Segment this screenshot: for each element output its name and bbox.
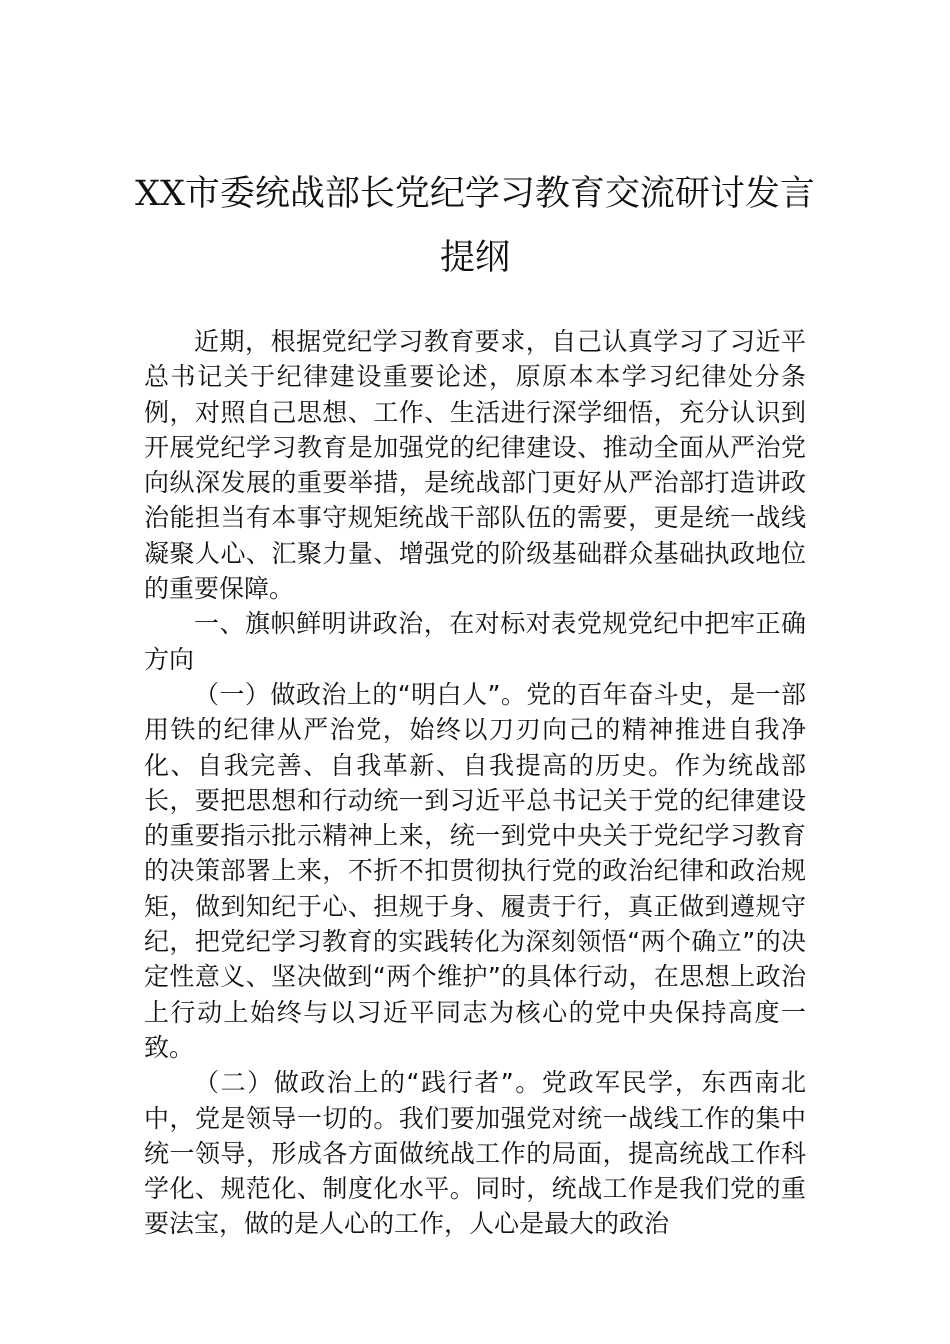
paragraph-1-2: （二）做政治上的“践行者”。党政军民学，东西南北中，党是领导一切的。我们要加强党对统一战线工作的集中统一领导，形成各方面做统战工作的局面，提高统战工作科学化、规范化、制度化水平。同时，统战工作是我们党的重要法宝，做的是人心的工作，人心是最大的政治 — [144, 1068, 806, 1239]
paragraph-intro: 近期，根据党纪学习教育要求，自己认真学习了习近平总书记关于纪律建设重要论述，原原本本学习纪律处分条例，对照自己思想、工作、生活进行深学细悟，充分认识到开展党纪学习教育是加强党的纪律建设、推动全面从严治党向纵深发展的重要举措，是统战部门更好从严治部打造讲政治能担当有本事守规矩统战干部队伍的需要，更是统一战线凝聚人心、汇聚力量、增强党的阶级基础群众基础执政地位的重要保障。 — [144, 327, 806, 604]
paragraph-1-1: （一）做政治上的“明白人”。党的百年奋斗史，是一部用铁的纪律从严治党，始终以刀刃向己的精神推进自我净化、自我完善、自我革新、自我提高的历史。作为统战部长，要把思想和行动统一到习近平总书记关于党的纪律建设的重要指示批示精神上来，统一到党中央关于党纪学习教育的决策部署上来，不折不扣贯彻执行党的政治纪律和政治规矩，做到知纪于心、担规于身、履责于行，真正做到遵规守纪，把党纪学习教育的实践转化为深刻领悟“两个确立”的决定性意义、坚决做到“两个维护”的具体行动，在思想上政治上行动上始终与以习近平同志为核心的党中央保持高度一致。 — [144, 679, 806, 1062]
document-body — [144, 324, 806, 1242]
document-title: XX市委统战部长党纪学习教育交流研讨发言提纲 — [135, 174, 815, 278]
section-heading-1: 一、旗帜鲜明讲政治，在对标对表党规党纪中把牢正确方向 — [144, 609, 806, 674]
